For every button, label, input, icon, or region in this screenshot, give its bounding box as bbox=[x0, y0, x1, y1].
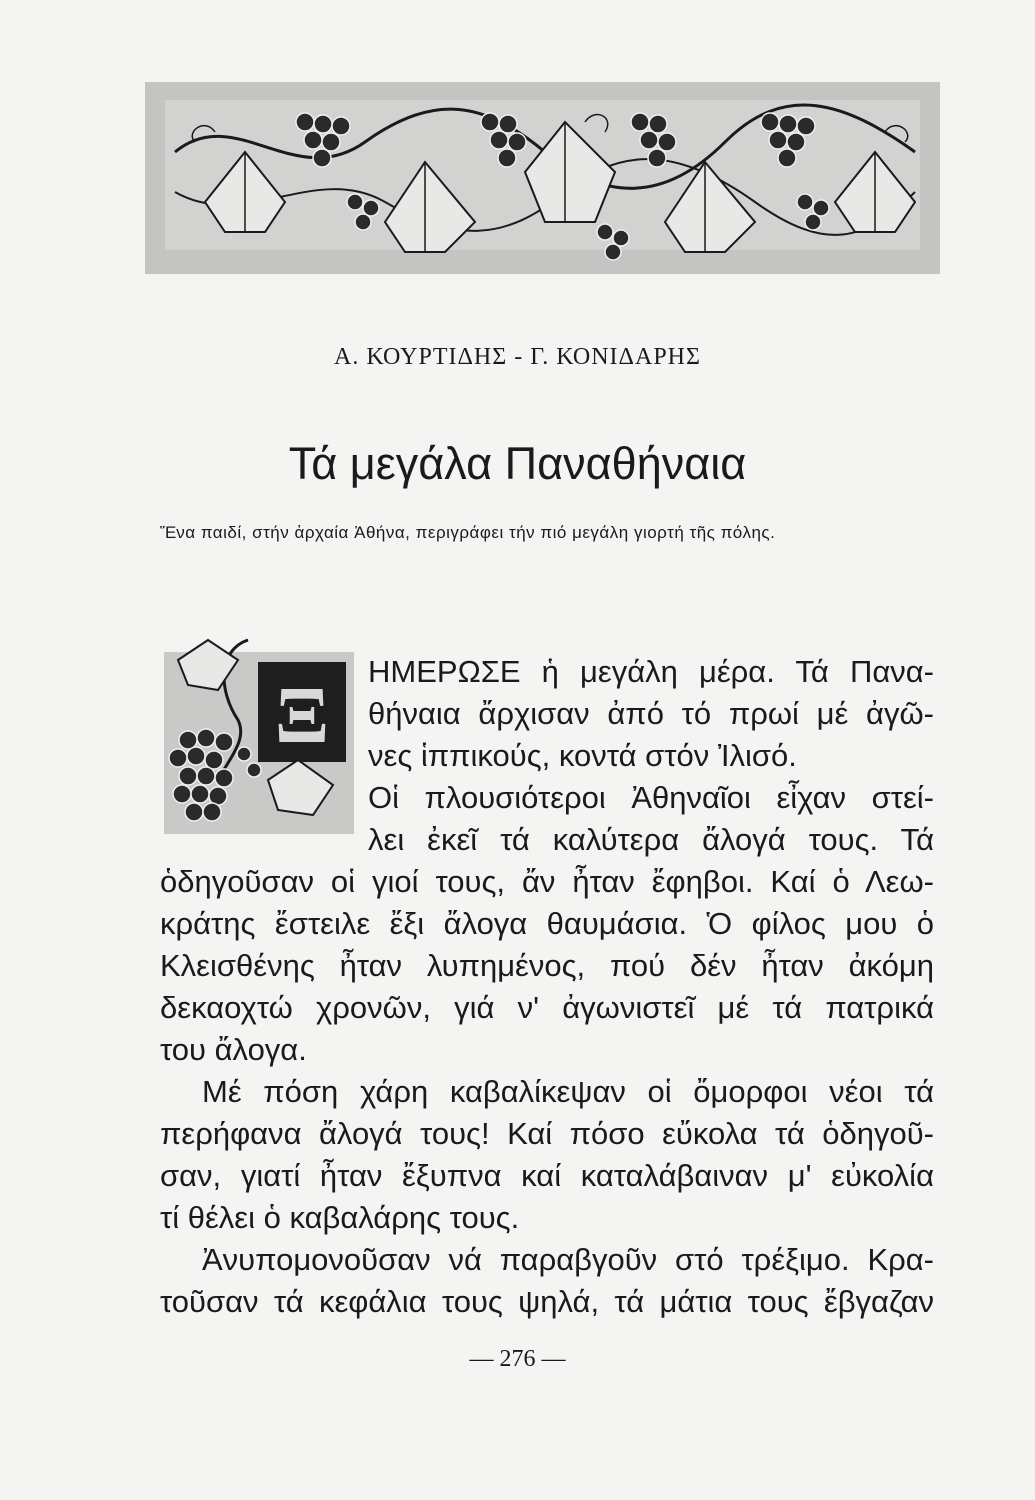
intro-text: Ἕνα παιδί, στήν ἀρχαία Ἀθήνα, περιγράφει τήν πιό μεγάλη γιορτή τῆς πόλης. bbox=[160, 523, 776, 542]
body-line: τί θέλει ὁ καβαλάρης τους. bbox=[160, 1200, 520, 1235]
body-line: σαν, γιατί ἦταν ἔξυπνα καί καταλάβαιναν μ' εὐκολία bbox=[160, 1158, 934, 1193]
body-line: δεκαοχτώ χρονῶν, γιά ν' ἀγωνιστεῖ μέ τά πατρικά bbox=[160, 990, 934, 1025]
body-line: λει ἐκεῖ τά καλύτερα ἄλογά τους. Τά bbox=[368, 822, 934, 857]
authors: Α. ΚΟΥΡΤΙΔΗΣ - Γ. ΚΟΝΙΔΑΡΗΣ bbox=[334, 344, 701, 370]
body-line: ὁδηγοῦσαν οἱ γιοί τους, ἄν ἦταν ἔφηβοι. Καί ὁ Λεω- bbox=[160, 864, 934, 899]
body-line: Οἱ πλουσιότεροι Ἀθηναῖοι εἶχαν στεί- bbox=[368, 780, 934, 815]
body-line: περήφανα ἄλογά τους! Καί πόσο εὔκολα τά ὁδηγοῦ- bbox=[160, 1116, 934, 1151]
decorated-initial-illustration bbox=[158, 630, 358, 840]
body-line: ΗΜΕΡΩΣΕ ἡ μεγάλη μέρα. Τά Πανα- bbox=[368, 654, 934, 689]
body-line: θήναια ἄρχισαν ἀπό τό πρωί μέ ἀγῶ- bbox=[368, 696, 934, 731]
page-title: Τά μεγάλα Παναθήναια bbox=[288, 438, 747, 490]
grapevine-banner-illustration bbox=[145, 82, 940, 274]
body-line: κράτης ἔστειλε ἔξι ἄλογα θαυμάσια. Ὁ φίλος μου ὁ bbox=[160, 906, 934, 941]
body-line: του ἄλογα. bbox=[160, 1032, 307, 1067]
body-line: τοῦσαν τά κεφάλια τους ψηλά, τά μάτια τους ἔβγαζαν bbox=[160, 1284, 934, 1319]
body-line: Μέ πόση χάρη καβαλίκεψαν οἱ ὄμορφοι νέοι τά bbox=[202, 1074, 934, 1109]
initial-letter: Ξ bbox=[274, 672, 330, 760]
body-line: Κλεισθένης ἦταν λυπημένος, πού δέν ἦταν ἀκόμη bbox=[160, 948, 934, 983]
body-line: Ἀνυπομονοῦσαν νά παραβγοῦν στό τρέξιμο. Κρα- bbox=[202, 1242, 934, 1277]
page-number: — 276 — bbox=[469, 1346, 566, 1372]
body-line: νες ἱππικούς, κοντά στόν Ἰλισό. bbox=[368, 738, 797, 773]
